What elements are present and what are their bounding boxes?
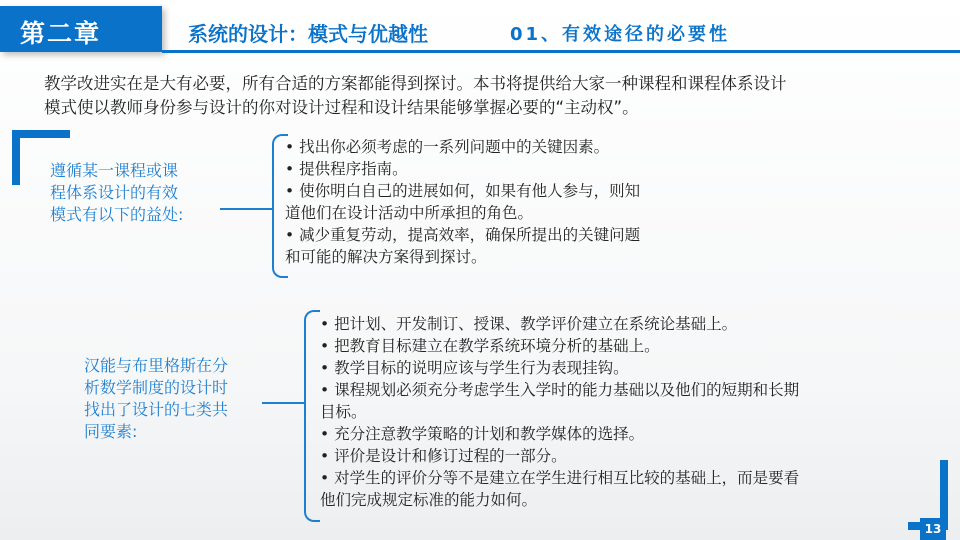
page-number: 13 — [920, 518, 946, 540]
list-item: 和可能的解决方案得到探讨。 — [285, 248, 487, 266]
intro-line: 教学改进实在是大有必要，所有合适的方案都能得到探讨。本书将提供给大家一种课程和课程体系设计 — [44, 74, 787, 93]
chapter-label: 第二章 — [20, 19, 102, 48]
label-line: 汉能与布里格斯在分 — [84, 356, 229, 375]
list-item: • 对学生的评价分等不是建立在学生进行相互比较的基础上，而是要看 — [320, 469, 800, 487]
section-title: 01、有效途径的必要性 — [510, 24, 731, 45]
list-item: • 课程规划必须充分考虑学生入学时的能力基础以及他们的短期和长期 — [320, 381, 800, 399]
block2-bullet-list — [320, 313, 799, 511]
list-item: 他们完成规定标准的能力如何。 — [320, 491, 538, 509]
list-item: • 把教育目标建立在教学系统环境分析的基础上。 — [320, 337, 660, 355]
intro-paragraph — [44, 72, 934, 120]
label-line: 析数学制度的设计时 — [84, 378, 229, 397]
list-item: • 教学目标的说明应该与学生行为表现挂钩。 — [320, 359, 629, 377]
list-item: • 找出你必须考虑的一系列问题中的关键因素。 — [285, 138, 610, 156]
block2-bracket — [304, 310, 320, 522]
block2-connector — [262, 402, 304, 404]
slide-title: 系统的设计：模式与优越性 — [188, 22, 428, 46]
list-item: • 减少重复劳动，提高效率，确保所提出的关键问题 — [285, 226, 641, 244]
block1-connector — [220, 208, 272, 210]
list-item: 目标。 — [320, 403, 367, 421]
list-item: • 使你明白自己的进展如何，如果有他人参与，则知 — [285, 182, 641, 200]
label-line: 模式有以下的益处: — [50, 205, 184, 224]
intro-line: 模式使以教师身份参与设计的你对设计过程和设计结果能够掌握必要的“主动权”。 — [44, 98, 639, 117]
list-item: • 充分注意教学策略的计划和教学媒体的选择。 — [320, 425, 645, 443]
list-item: • 评价是设计和修订过程的一部分。 — [320, 447, 567, 465]
label-line: 同要素: — [84, 422, 138, 441]
header-divider — [162, 50, 960, 53]
block1-label — [50, 160, 220, 226]
block1-bullet-list — [285, 136, 640, 268]
label-line: 找出了设计的七类共 — [84, 400, 229, 419]
label-line: 遵循某一课程或课 — [50, 161, 179, 180]
list-item: • 把计划、开发制订、授课、教学评价建立在系统论基础上。 — [320, 315, 738, 333]
chapter-tab — [0, 6, 162, 52]
list-item: • 提供程序指南。 — [285, 160, 408, 178]
block2-label — [84, 355, 264, 443]
list-item: 道他们在设计活动中所承担的角色。 — [285, 204, 534, 222]
label-line: 程体系设计的有效 — [50, 183, 179, 202]
